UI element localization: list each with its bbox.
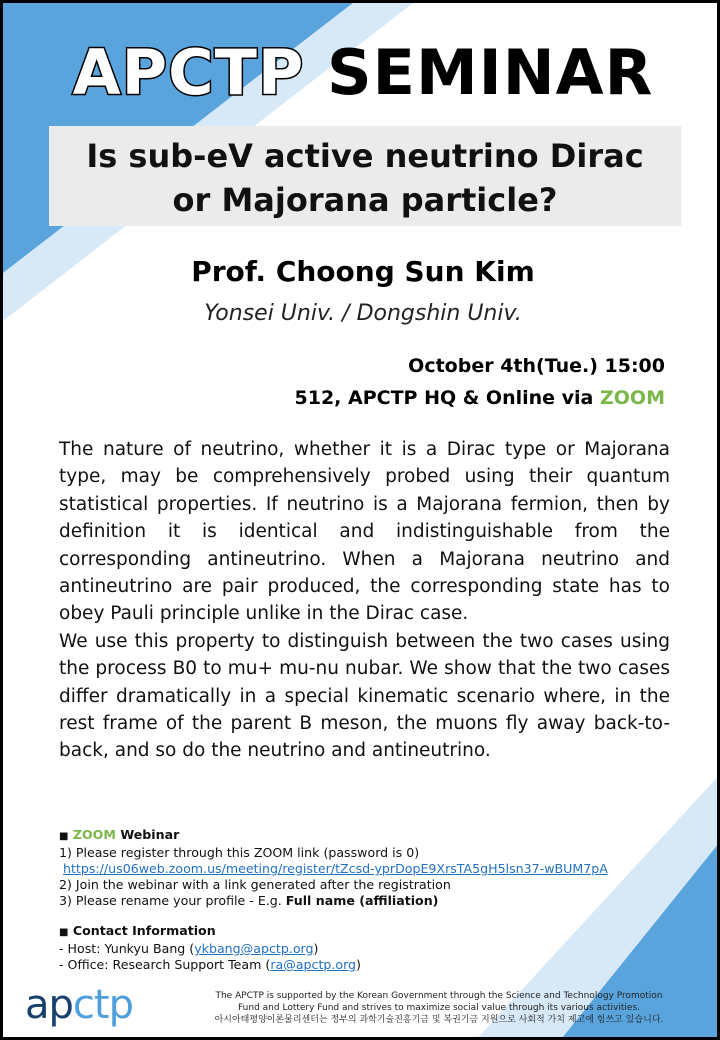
contact-heading [59, 923, 679, 941]
speaker-name: Prof. Choong Sun Kim [191, 255, 535, 288]
abstract [59, 436, 670, 765]
contact-host [59, 941, 679, 957]
webinar-heading-zoom: ZOOM [72, 827, 116, 842]
office-suffix: ) [356, 957, 361, 972]
abstract-paragraph-2: We use this property to distinguish between the two cases using the process B0 to mu+ mu-nu nubar. We show that the two cases differ dramatically in a special kinematic scenario where, in the rest frame of the parent B meson, the muons fly away back-to-back, and so do the neutrino and antineutrino. [59, 630, 670, 762]
webinar-heading-text: Webinar [120, 827, 180, 842]
funding-line-3: 아시아태평양이론물리센터는 정부의 과학기술진흥기금 및 복권기금 지원으로 사회적 가치 제고에 힘쓰고 있습니다. [214, 1015, 664, 1025]
host-label: - Host: Yunkyu Bang ( [59, 941, 195, 956]
talk-title-line2: or Majorana particle? [172, 181, 558, 219]
square-bullet-icon: ■ [59, 927, 69, 938]
webinar-step-3 [59, 893, 679, 909]
seminar-venue [295, 387, 666, 409]
contact-office [59, 957, 679, 973]
funding-line-2: Fund and Lottery Fund and strives to maximize social value through its various activities. [238, 1003, 640, 1013]
zoom-register-link[interactable]: https://us06web.zoom.us/meeting/register/tZcsd-yprDopE9XrsTA5gH5lsn37-wBUM7pA [63, 861, 608, 876]
office-email-link[interactable]: ra@apctp.org [270, 957, 357, 972]
contact-heading-text: Contact Information [72, 923, 216, 938]
logo-part-ap: ap [25, 982, 73, 1028]
host-email-link[interactable]: ykbang@apctp.org [194, 941, 314, 956]
venue-zoom: ZOOM [600, 387, 665, 409]
talk-title-line1: Is sub-eV active neutrino Dirac [86, 137, 644, 175]
logo-part-ctp: ctp [72, 982, 133, 1028]
apctp-logo [25, 981, 133, 1029]
talk-title-box [49, 126, 681, 226]
abstract-paragraph-1: The nature of neutrino, whether it is a Dirac type or Majorana type, may be comprehensively probed using their quantum statistical properties. If neutrino is a Majorana fermion, then by definition it is identical and indistinguishable from the corresponding antineutrino. When a Majorana neutrino and antineutrino are pair produced, the corresponding state has to obey Pauli principle unlike in the Dirac case. [59, 439, 670, 625]
funding-line-1: The APCTP is supported by the Korean Government through the Science and Technology Promotion [215, 991, 663, 1001]
info-section [59, 827, 679, 973]
webinar-step-2: 2) Join the webinar with a link generated after the registration [59, 877, 451, 892]
funding-statement [163, 990, 715, 1026]
seminar-datetime: October 4th(Tue.) 15:00 [408, 355, 665, 377]
office-label: - Office: Research Support Team ( [59, 957, 271, 972]
webinar-step-3-example: Full name (affiliation) [285, 893, 439, 908]
speaker-affiliation: Yonsei Univ. / Dongshin Univ. [204, 301, 522, 326]
webinar-step-3-text: 3) Please rename your profile - E.g. [59, 893, 282, 908]
title-apctp: APCTP [72, 36, 305, 109]
host-suffix: ) [313, 941, 319, 956]
square-bullet-icon: ■ [59, 831, 69, 842]
webinar-step-1: 1) Please register through this ZOOM link (password is 0) [59, 845, 420, 860]
venue-text: 512, APCTP HQ & Online via [294, 387, 594, 409]
seminar-title [3, 33, 720, 113]
webinar-heading [59, 827, 679, 845]
title-seminar: SEMINAR [326, 36, 654, 109]
